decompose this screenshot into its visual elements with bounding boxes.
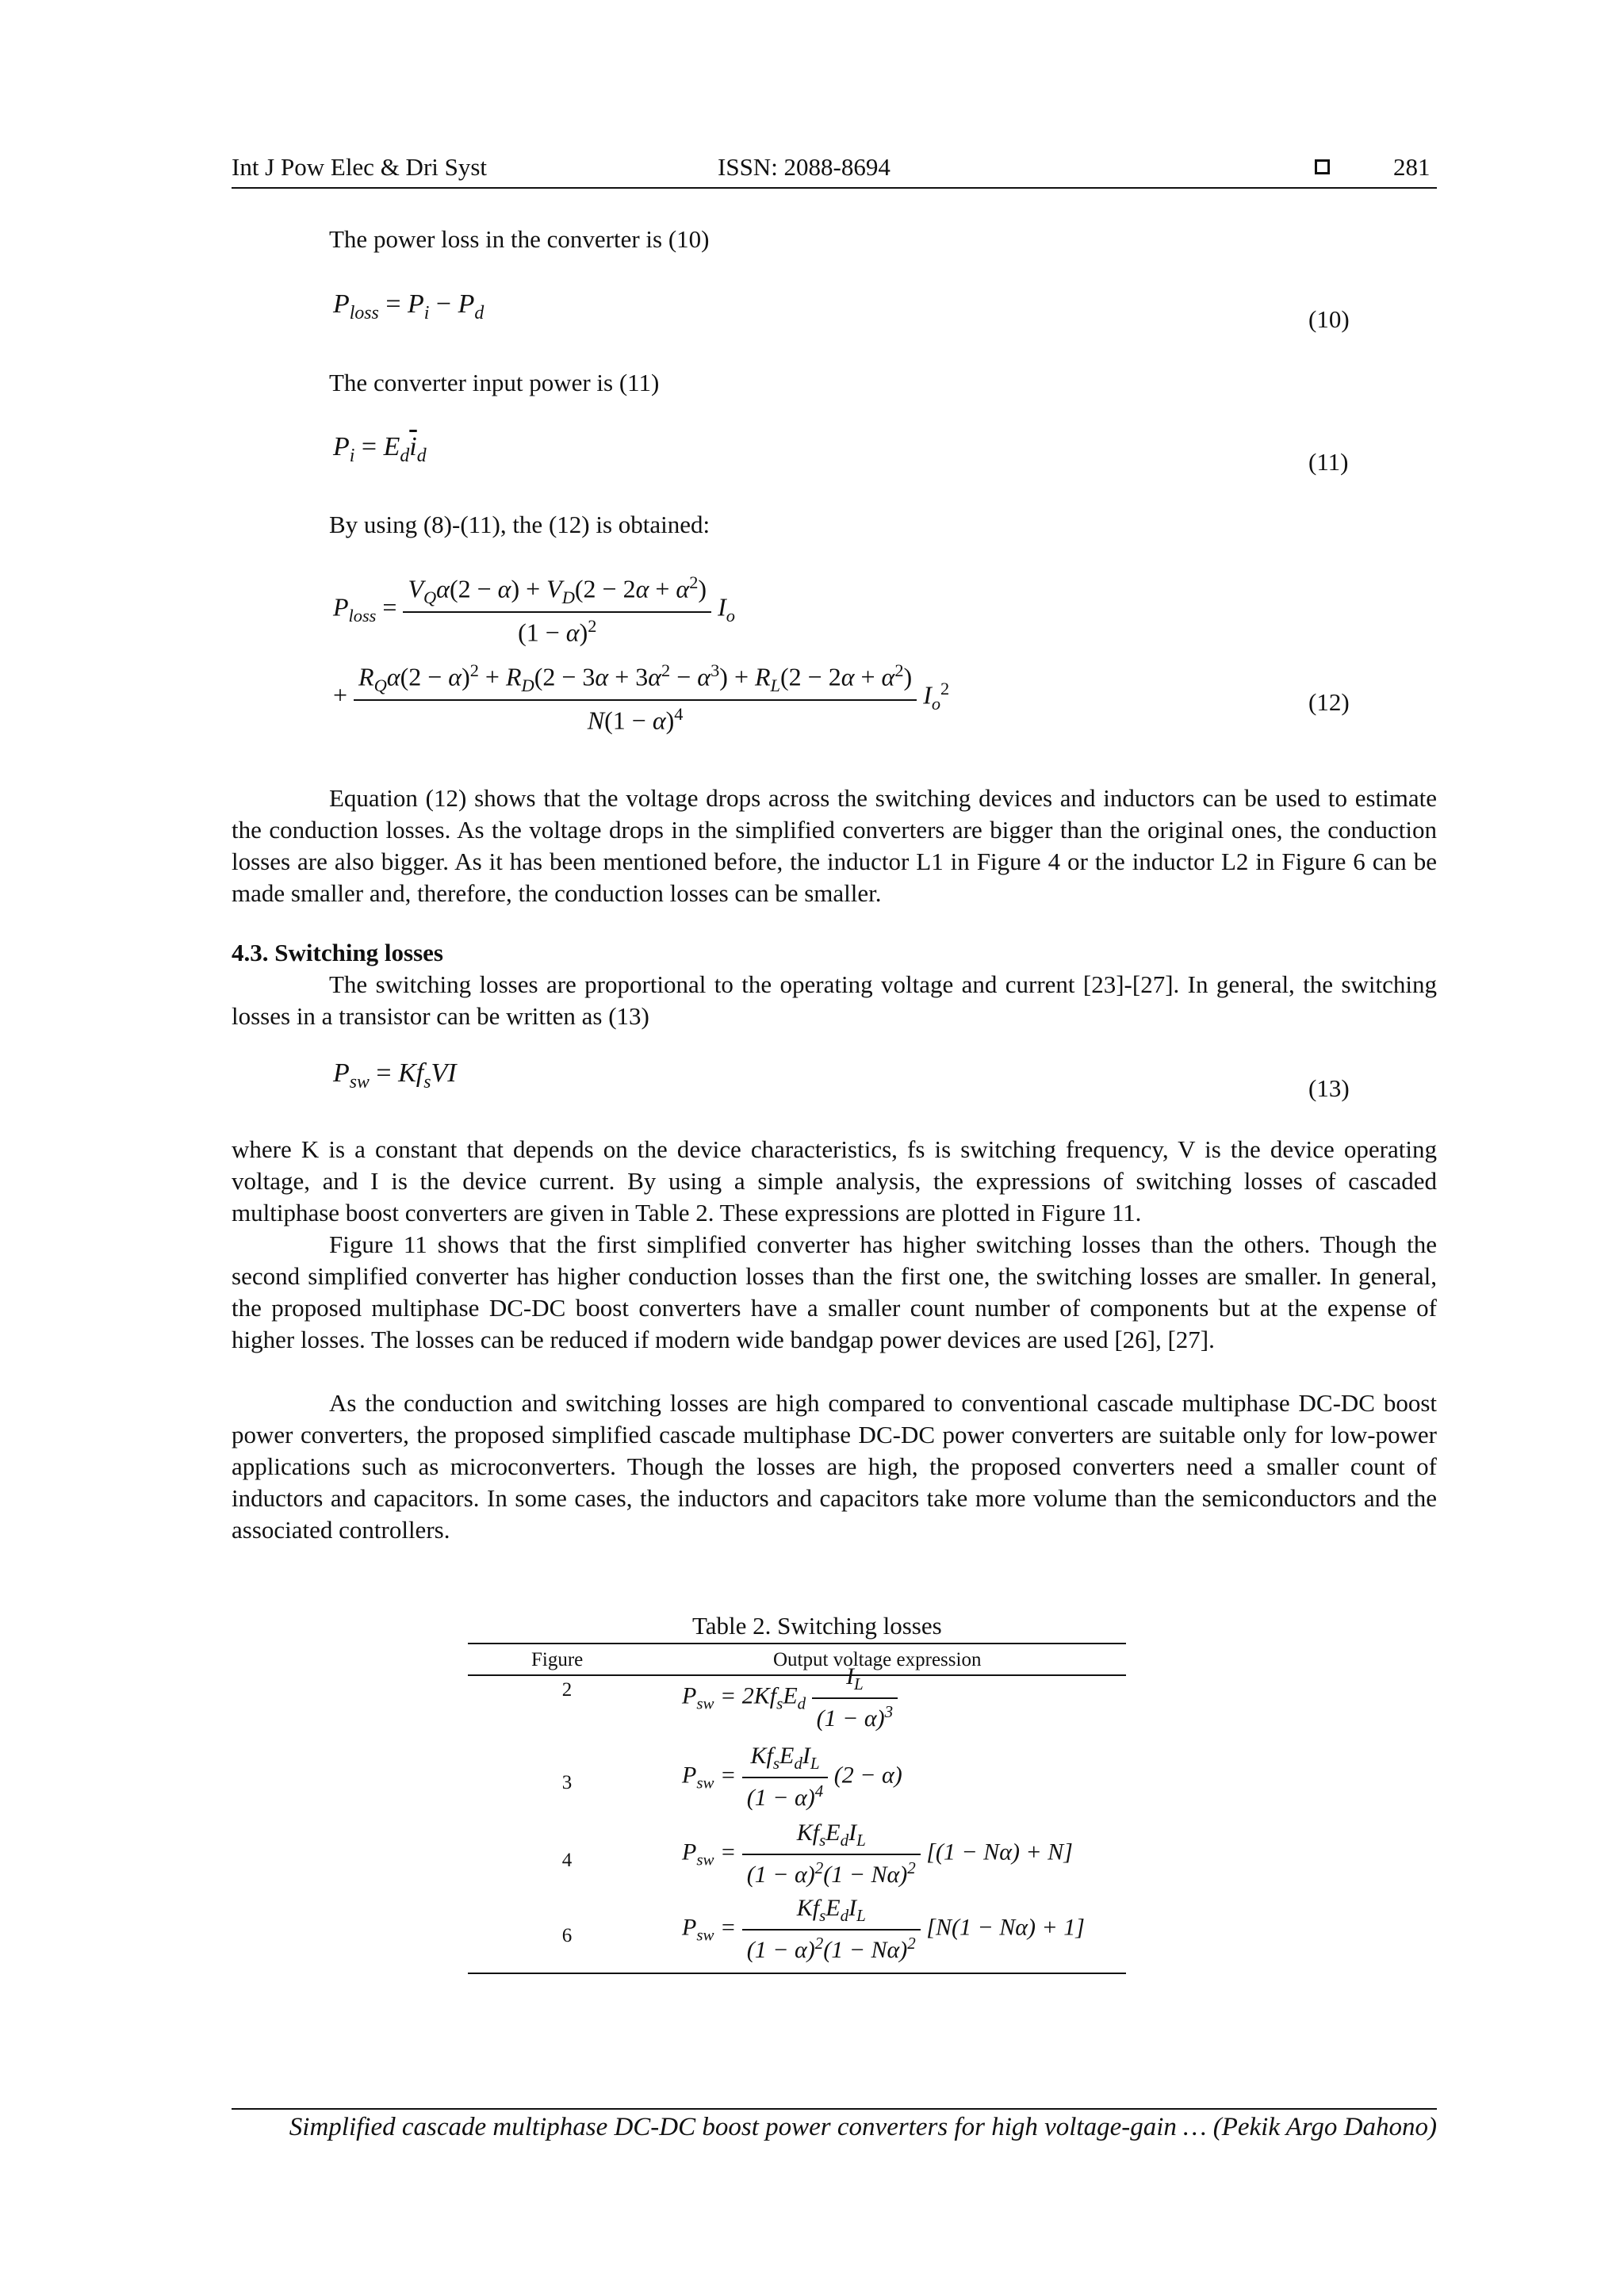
table-top-rule xyxy=(468,1643,1126,1644)
table-cell-figure: 3 xyxy=(561,1772,573,1793)
square-bullet-icon xyxy=(1315,159,1330,174)
table-expression-fig4: $P_{sw}$ = $\frac{Kf_sE_dI_L}{(1 - \alpha)^2(1 - N\alpha)^2}$ [(1 − Nα) + N] xyxy=(682,1820,1073,1888)
footer-rule xyxy=(232,2108,1437,2110)
table-expression-fig6: $P_{sw}$ = $\frac{Kf_sE_dI_L}{(1 - \alpha)^2(1 - N\alpha)^2}$ [N(1 − Nα) + 1] xyxy=(682,1895,1085,1963)
equation-number-13: (13) xyxy=(1308,1074,1350,1102)
table-header-expression: Output voltage expression xyxy=(773,1649,982,1670)
issn: ISSN: 2088-8694 xyxy=(718,153,891,181)
equation-13: $P_{sw} = Kf_sVI$ xyxy=(333,1058,457,1093)
equation-number-12: (12) xyxy=(1308,688,1350,716)
table-cell-figure: 2 xyxy=(561,1679,573,1701)
table-header-figure: Figure xyxy=(531,1649,584,1670)
equation-number-11: (11) xyxy=(1308,448,1349,476)
table-cell-figure: 4 xyxy=(561,1850,573,1871)
table-cell-figure: 6 xyxy=(561,1925,573,1946)
journal-name: Int J Pow Elec & Dri Syst xyxy=(232,153,488,181)
table-bottom-rule xyxy=(468,1973,1126,1974)
equation-12-line2: + $\frac{R_Q\alpha(2 - \alpha)^2 + R_D(2 - 3\alpha + 3\alpha^2 - \alpha^3) + R_L(2 - 2\alpha + \alpha^2)}{N(1 - \alpha)^4}$ $I_o^2$ xyxy=(333,660,950,735)
header-rule xyxy=(232,187,1437,189)
paragraph-switching-intro: The switching losses are proportional to the operating voltage and current [23]-[27]. In general, the switching losses in a transistor can be written as (13) xyxy=(232,970,1437,1030)
paragraph-figure11: Figure 11 shows that the first simplified converter has higher switching losses than the others. Though the second simplified converter has higher conduction losses than the first one, the switching losses are smaller. In general, the proposed multiphase DC-DC boost converters have a smaller count number of components but at the expense of higher losses. The losses can be reduced if modern wide bandgap power devices are used [26], [27]. xyxy=(232,1230,1437,1353)
equation-11: $P_i = E_d\overline{i}_d$ xyxy=(333,432,427,466)
table-caption: Table 2. Switching losses xyxy=(692,1612,942,1640)
table-expression-fig3: $P_{sw}$ = $\frac{Kf_sE_dI_L}{(1 - \alpha)^4}$ (2 − α) xyxy=(682,1743,902,1811)
section-heading: 4.3. Switching losses xyxy=(232,939,443,966)
equation-12-line1: $P_{loss}$ = $\frac{V_Q\alpha(2 - \alpha) + V_D(2 - 2\alpha + \alpha^2)}{(1 - \alpha)^2}$ $I_o$ xyxy=(333,572,735,647)
page-number: 281 xyxy=(1393,153,1431,181)
equation-10: $P_{loss} = P_i - P_d$ xyxy=(333,289,485,323)
paragraph-power-loss: The power loss in the converter is (10) xyxy=(329,225,710,253)
paragraph-eq12-discussion: Equation (12) shows that the voltage drops across the switching devices and inductors can be used to estimate the conduction losses. As the voltage drops in the simplified converters are bigger than the original ones, the conduction losses are also bigger. As it has been mentioned before, the inductor L1 in Figure 4 or the inductor L2 in Figure 6 can be made smaller and, therefore, the conduction losses can be smaller. xyxy=(232,784,1437,907)
table-expression-fig2: $P_{sw} = 2Kf_sE_d$ $\frac{I_L}{(1 - \alpha)^3}$ xyxy=(682,1663,898,1732)
paragraph-using: By using (8)-(11), the (12) is obtained: xyxy=(329,511,710,538)
paragraph-conclusion: As the conduction and switching losses are high compared to conventional cascade multiphase DC-DC boost power converters, the proposed simplified cascade multiphase DC-DC power converters are suitable only for low-power applications such as microconverters. Though the losses are high, the proposed converters need a smaller count of inductors and capacitors. In some cases, the inductors and capacitors take more volume than the semiconductors and the associated controllers. xyxy=(232,1389,1437,1544)
footer-citation: Simplified cascade multiphase DC-DC boost power converters for high voltage-gain … (Pekik Argo Dahono) xyxy=(289,2113,1437,2141)
paragraph-where: where K is a constant that depends on the device characteristics, fs is switching frequency, V is the device operating voltage, and I is the device current. By using a simple analysis, the expressions of switching losses of cascaded multiphase boost converters are given in Table 2. These expressions are plotted in Figure 11. xyxy=(232,1135,1437,1226)
paragraph-input-power: The converter input power is (11) xyxy=(329,369,660,396)
equation-number-10: (10) xyxy=(1308,305,1350,333)
